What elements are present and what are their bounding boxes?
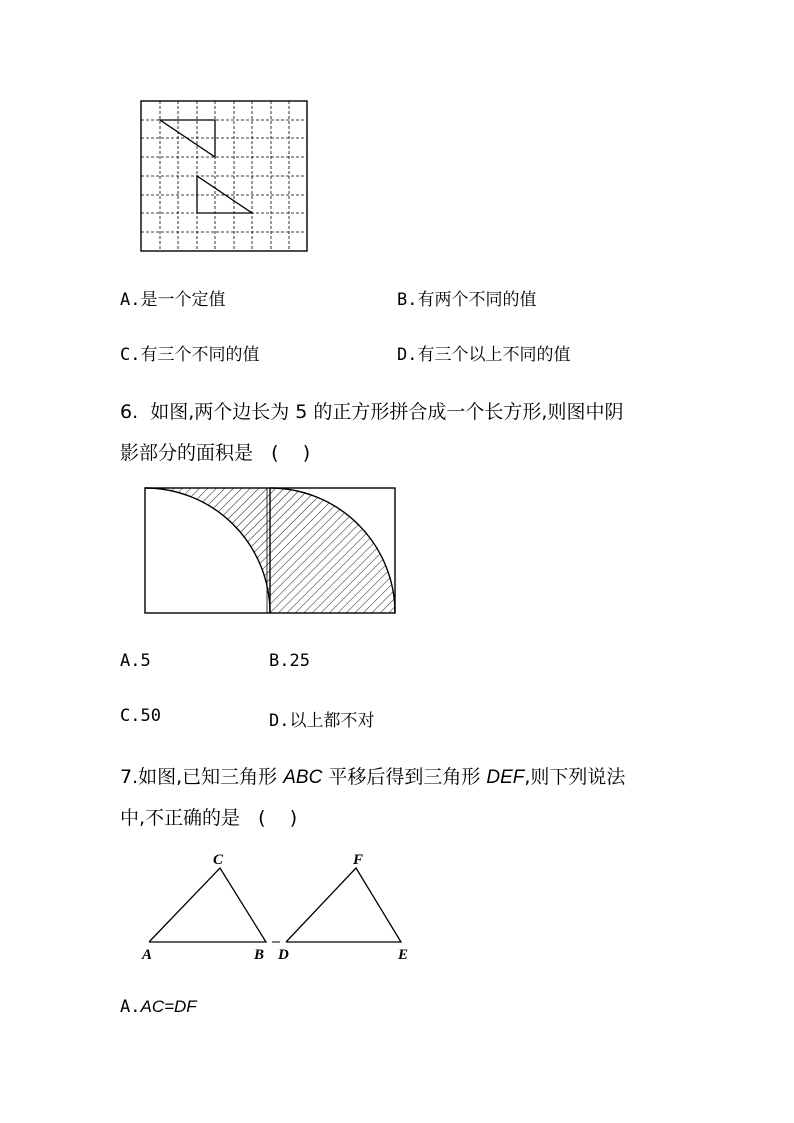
q6-option-c: C.50 <box>120 706 161 726</box>
q5-option-a: A.是一个定值 <box>120 290 226 310</box>
label-c: C <box>213 852 224 868</box>
q7-stem-pre: 7.如图,已知三角形 <box>120 766 284 788</box>
label-b: B <box>254 947 265 963</box>
q6-stem-line2: 影部分的面积是 ( ) <box>120 442 311 464</box>
q7-option-a-expr: AC=DF <box>140 997 197 1016</box>
label-d: D <box>278 947 289 963</box>
label-f: F <box>353 852 364 868</box>
q6-option-d: D.以上都不对 <box>269 711 375 731</box>
q7-option-a-prefix: A. <box>120 997 141 1017</box>
label-a: A <box>142 947 153 963</box>
triangle-def <box>286 868 401 942</box>
q6-option-b: B.25 <box>269 651 310 671</box>
q5-option-c: C.有三个不同的值 <box>120 345 260 365</box>
q7-triangle-abc: ABC <box>283 767 323 788</box>
q7-option-a <box>120 997 197 1017</box>
q5-option-b: B.有两个不同的值 <box>397 290 537 310</box>
q7-stem-mid: 平移后得到三角形 <box>322 766 487 788</box>
q7-stem-post: ,则下列说法 <box>524 766 626 788</box>
q7-stem-line2: 中,不正确的是 ( ) <box>120 807 298 829</box>
q7-triangle-def: DEF <box>486 767 525 788</box>
label-e: E <box>398 947 409 963</box>
q5-option-d: D.有三个以上不同的值 <box>397 345 571 365</box>
triangle-abc <box>149 868 266 942</box>
q6-option-a: A.5 <box>120 651 151 671</box>
q6-stem-line1: 6. 如图,两个边长为 5 的正方形拼合成一个长方形,则图中阴 <box>120 401 624 423</box>
